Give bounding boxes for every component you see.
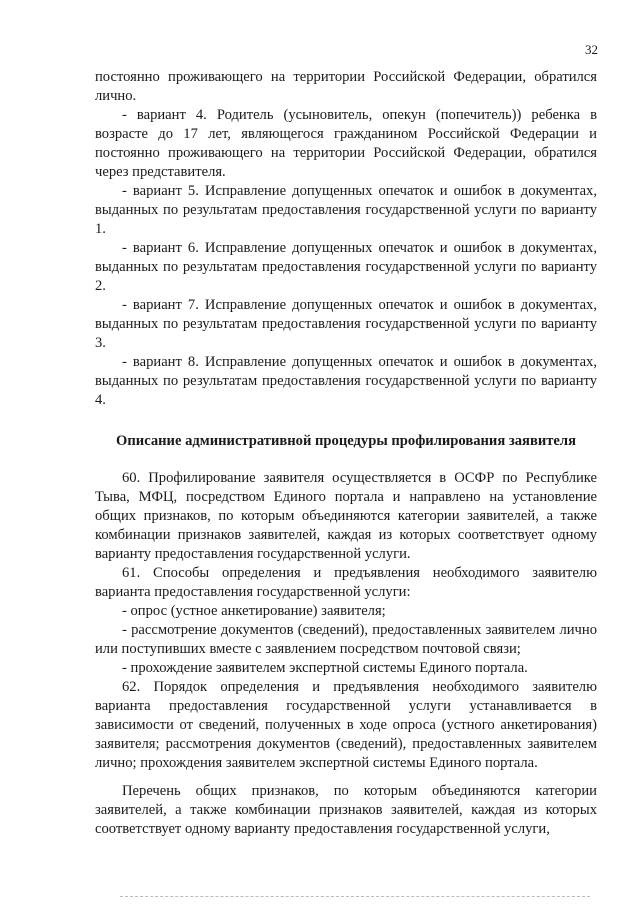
variant-6-paragraph: - вариант 6. Исправление допущенных опечаток и ошибок в документах, выданных по результатам предоставления государственной услуги по варианту 2. [95,240,597,294]
paragraph-61: 61. Способы определения и предъявления необходимого заявителю варианта предоставления государственной услуги: [95,565,597,600]
list-item-survey: - опрос (устное анкетирование) заявителя; [122,603,386,619]
variant-5-paragraph: - вариант 5. Исправление допущенных опечаток и ошибок в документах, выданных по результатам предоставления государственной услуги по варианту 1. [95,183,597,237]
scan-artifact-line [120,896,590,898]
document-body [95,68,597,839]
variant-8-paragraph: - вариант 8. Исправление допущенных опечаток и ошибок в документах, выданных по результатам предоставления государственной услуги по варианту 4. [95,354,597,408]
paragraph-list-of-features: Перечень общих признаков, по которым объединяются категории заявителей, а также комбинации признаков заявителей, каждая из которых соответствует одному варианту предоставления государственной услуги, [95,783,597,837]
section-heading: Описание административной процедуры профилирования заявителя [116,433,576,449]
paragraph-60: 60. Профилирование заявителя осуществляется в ОСФР по Республике Тыва, МФЦ, посредством Единого портала и направлено на установление общих признаков, по которым объединяются категории заявителей, а также комбинации признаков заявителей, каждая из которых соответствует одному варианту предоставления государственной услуги. [95,470,597,562]
variant-4-paragraph: - вариант 4. Родитель (усыновитель, опекун (попечитель)) ребенка в возрасте до 17 лет, являющегося гражданином Российской Федерации и постоянно проживающего на территории Российской Федерации, обратился через представителя. [95,107,597,180]
list-item-expert-system: - прохождение заявителем экспертной системы Единого портала. [122,660,528,676]
paragraph-continuation: постоянно проживающего на территории Российской Федерации, обратился лично. [95,69,597,104]
list-item-documents: - рассмотрение документов (сведений), предоставленных заявителем лично или поступивших вместе с заявлением посредством почтовой связи; [95,622,597,657]
page-number: 32 [585,42,598,57]
paragraph-62: 62. Порядок определения и предъявления необходимого заявителю варианта предоставления государственной услуги устанавливается в зависимости от сведений, полученных в ходе опроса (устного анкетирования) заявителя; рассмотрения документов (сведений), предоставленных заявителем лично; прохождения заявителем экспертной системы Единого портала. [95,679,597,771]
variant-7-paragraph: - вариант 7. Исправление допущенных опечаток и ошибок в документах, выданных по результатам предоставления государственной услуги по варианту 3. [95,297,597,351]
